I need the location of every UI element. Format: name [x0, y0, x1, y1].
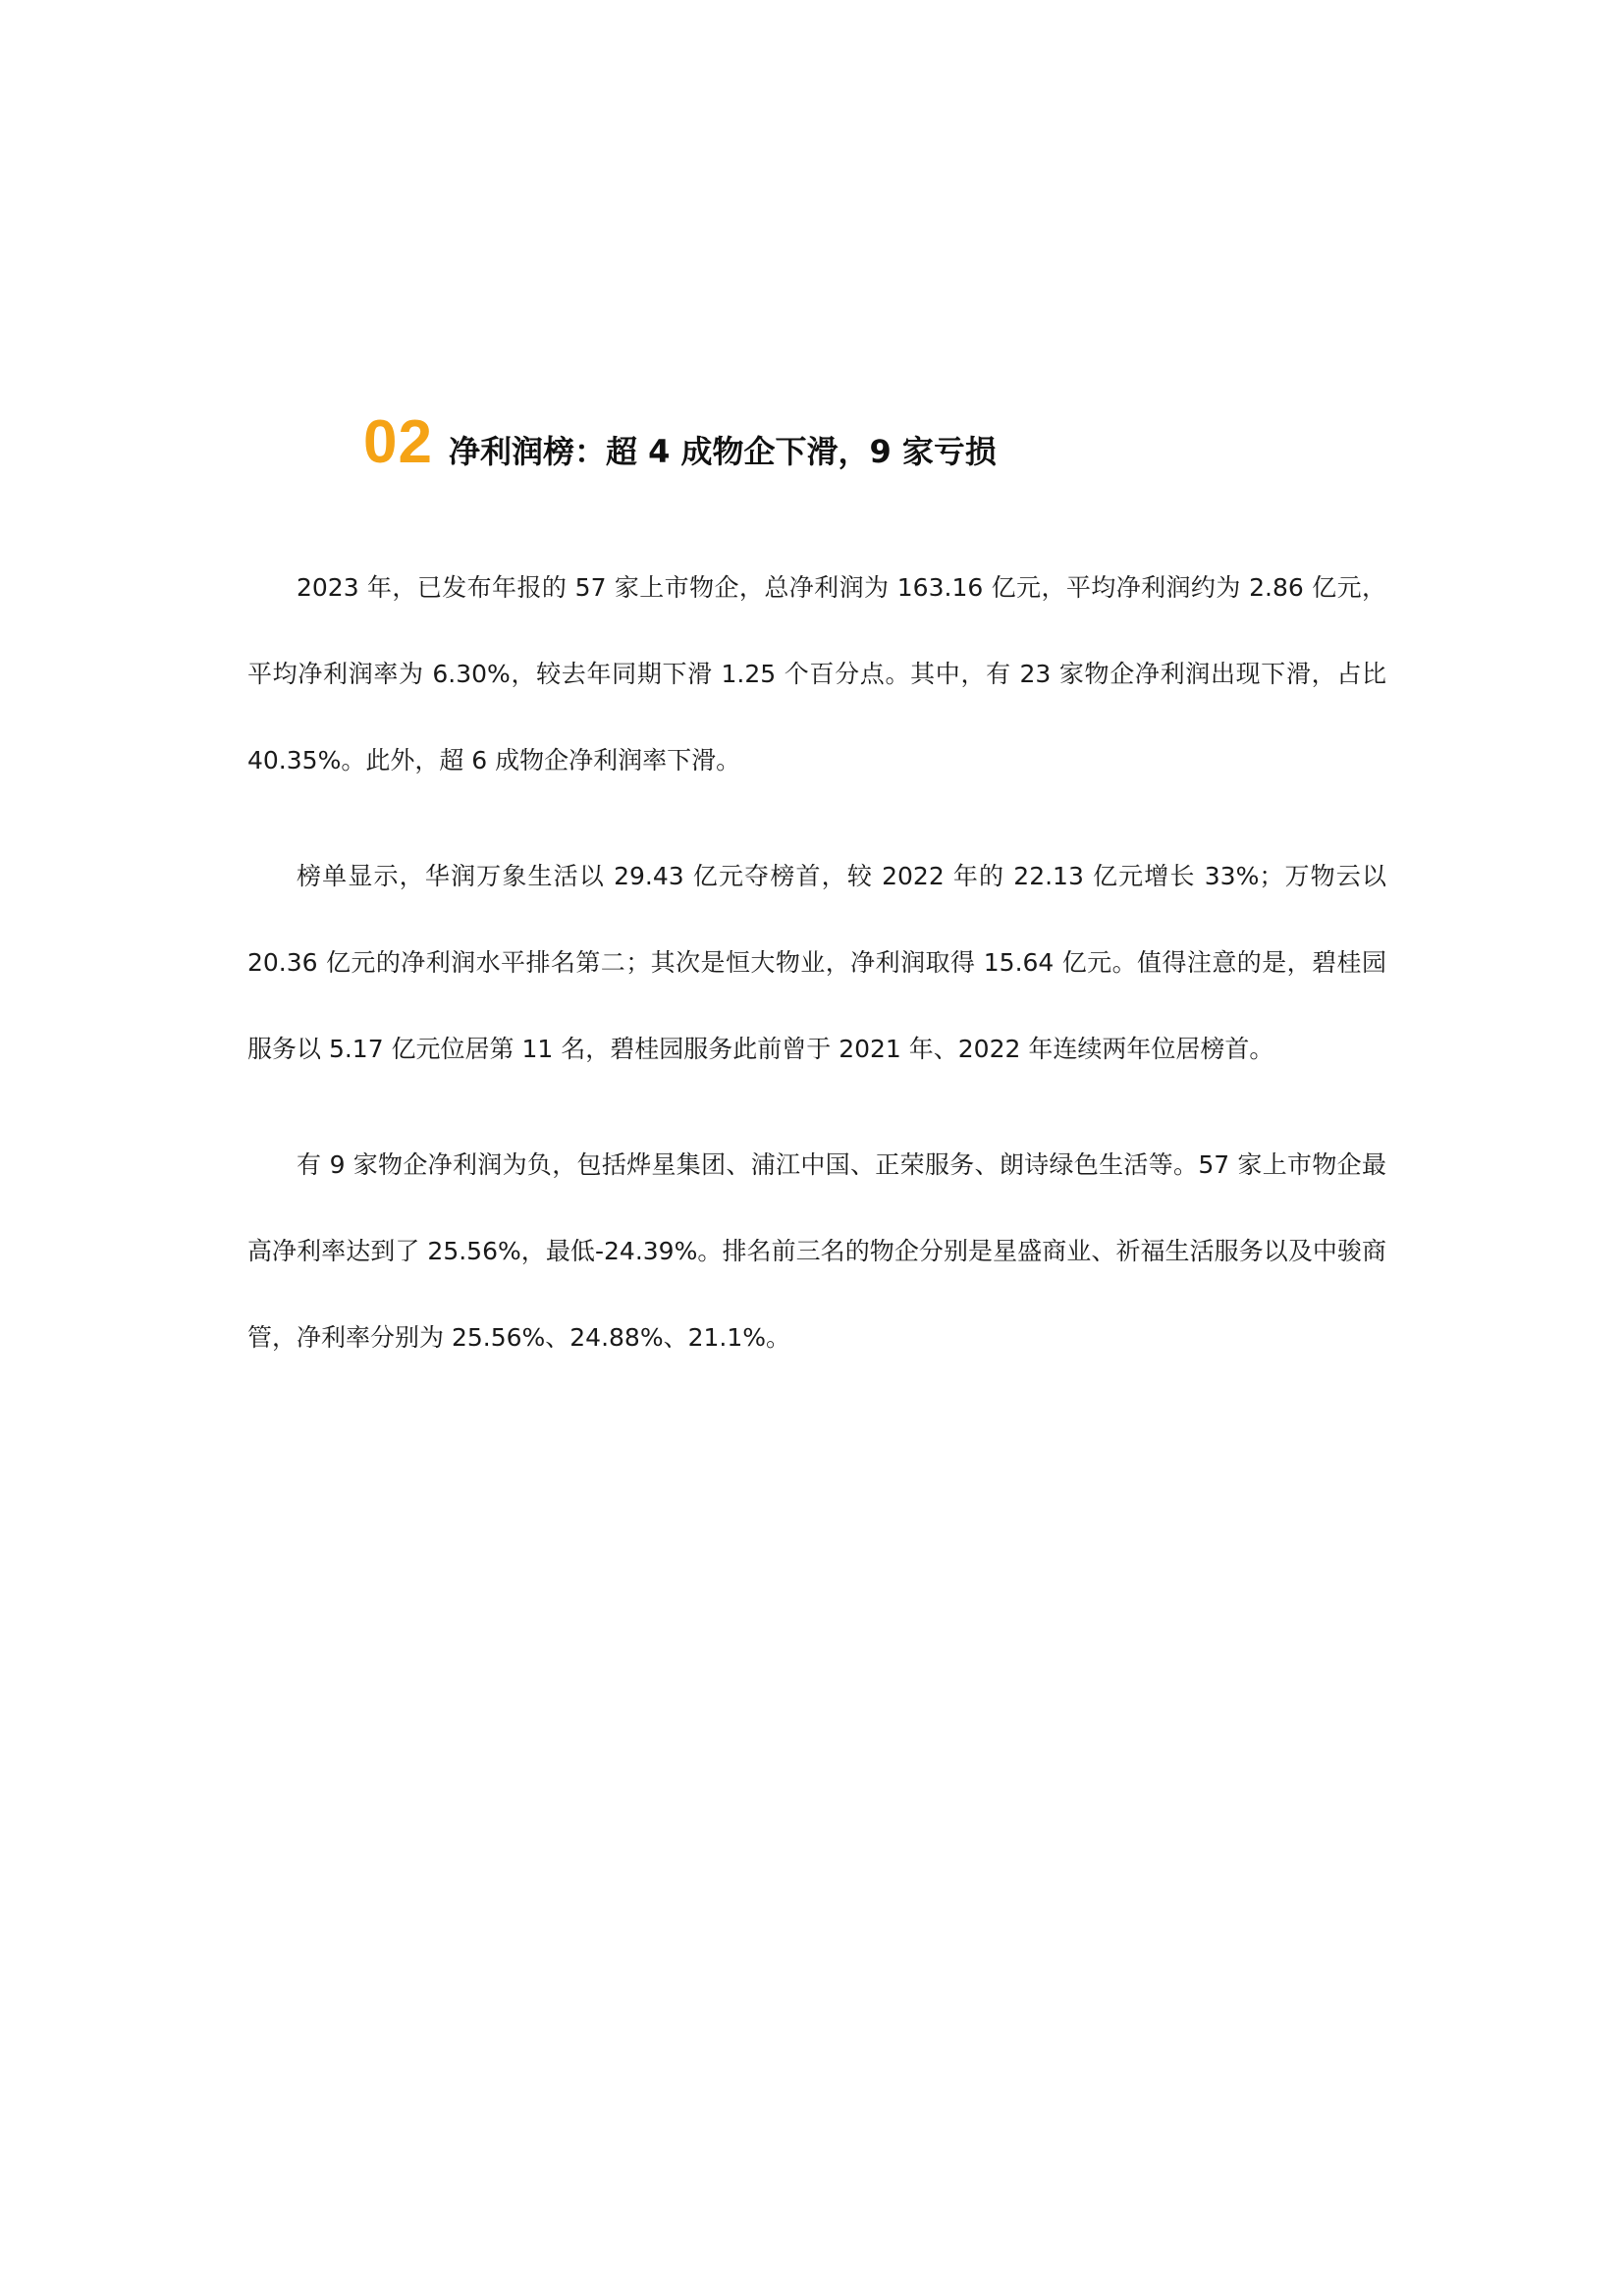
section-title: 净利润榜：超 4 成物企下滑，9 家亏损 [448, 433, 997, 470]
article-body [247, 545, 1386, 1411]
paragraph-summary: 2023 年，已发布年报的 57 家上市物企，总净利润为 163.16 亿元，平均净利润约为 2.86 亿元，平均净利润率为 6.30%，较去年同期下滑 1.25 个百分点。其中，有 23 家物企净利润出现下滑，占比 40.35%。此外，超 6 成物企净利润率下滑。 [247, 573, 1386, 774]
section-heading [363, 408, 997, 476]
paragraph-ranking: 榜单显示，华润万象生活以 29.43 亿元夺榜首，较 2022 年的 22.13 亿元增长 33%；万物云以 20.36 亿元的净利润水平排名第二；其次是恒大物业，净利润取得 15.64 亿元。值得注意的是，碧桂园服务以 5.17 亿元位居第 11 名，碧桂园服务此前曾于 2021 年、2022 年连续两年位居榜首。 [247, 862, 1386, 1063]
paragraph-losses: 有 9 家物企净利润为负，包括烨星集团、浦江中国、正荣服务、朗诗绿色生活等。57 家上市物企最高净利率达到了 25.56%，最低-24.39%。排名前三名的物企分别是星盛商业、祈福生活服务以及中骏商管，净利率分别为 25.56%、24.88%、21.1%。 [247, 1150, 1386, 1352]
section-number: 02 [363, 408, 433, 476]
